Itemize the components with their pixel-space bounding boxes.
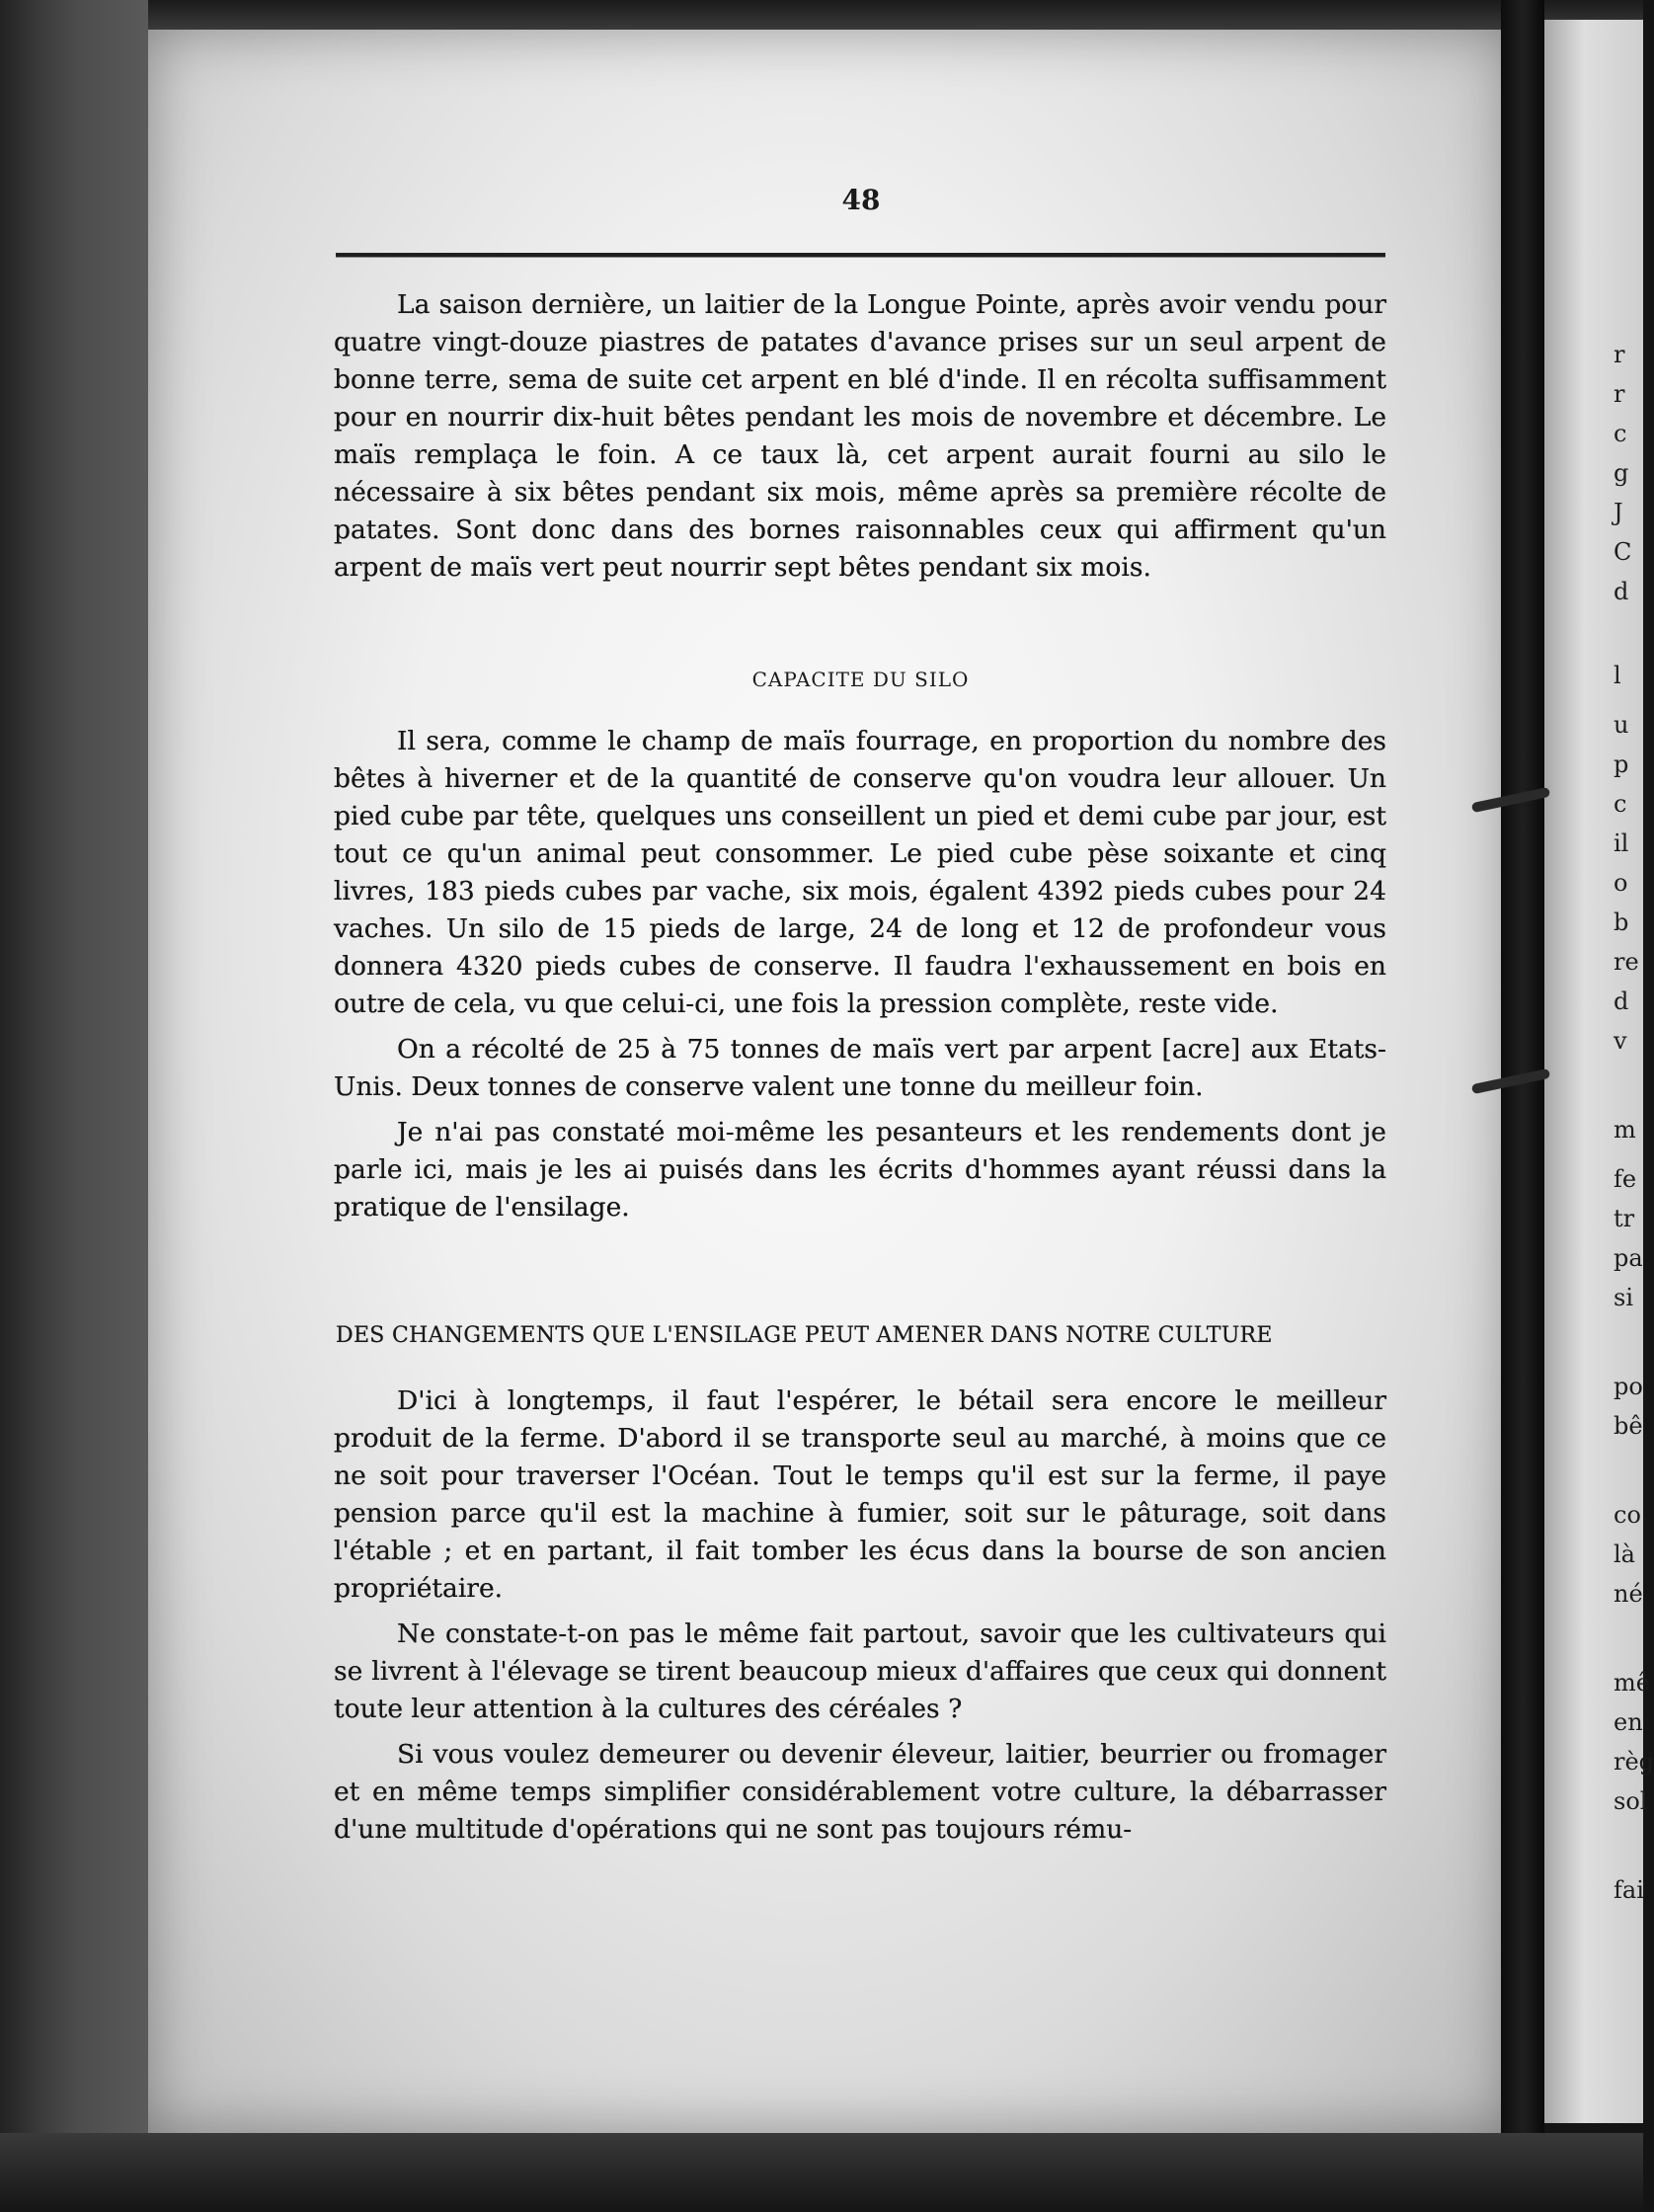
adjacent-page-fragment: C xyxy=(1614,538,1632,566)
paragraph: Si vous voulez demeurer ou devenir éleveur, laitier, beurrier ou fromager et en même temps simplifier considérablement votre culture, la débarrasser d'une multitude d'opérations qui ne sont pas toujours rému- xyxy=(334,1739,1386,1845)
text-block-3 xyxy=(334,1382,1386,1849)
page-number: 48 xyxy=(841,184,881,216)
scan-top-edge xyxy=(0,0,1643,30)
adjacent-page-fragment: g xyxy=(1614,459,1629,487)
text-block-2 xyxy=(334,723,1386,1226)
adjacent-page-fragment: fai xyxy=(1614,1876,1644,1904)
header-rule xyxy=(336,253,1385,258)
paragraph: D'ici à longtemps, il faut l'espérer, le bétail sera encore le meilleur produit de la ferme. D'abord il se transporte seul au marché, à moins que ce ne soit pour traverser l'Océan. Tout le temps qu'il est sur la ferme, il paye pension parce qu'il est la machine à fumier, soit sur le pâturage, soit dans l'étable ; et en partant, il fait tomber les écus dans la bourse de son ancien propriétaire. xyxy=(334,1385,1386,1604)
adjacent-page-fragment: J xyxy=(1614,499,1623,526)
adjacent-page-fragment: m xyxy=(1614,1116,1636,1144)
section-heading-changements: DES CHANGEMENTS QUE L'ENSILAGE PEUT AMENER DANS NOTRE CULTURE xyxy=(336,1323,1273,1348)
adjacent-page-fragment: mê xyxy=(1614,1669,1650,1697)
adjacent-page-fragment: là xyxy=(1614,1540,1635,1568)
text-block-1 xyxy=(334,286,1386,587)
scan-left-edge xyxy=(0,0,148,2212)
adjacent-page-fragment: bê xyxy=(1614,1412,1643,1440)
adjacent-page-fragment: sol xyxy=(1614,1787,1648,1815)
adjacent-page-fragment: co xyxy=(1614,1501,1641,1529)
adjacent-page-fragment: d xyxy=(1614,578,1629,605)
adjacent-page-fragment: en xyxy=(1614,1708,1643,1736)
adjacent-page-fragment: v xyxy=(1614,1027,1627,1055)
adjacent-page-fragment: il xyxy=(1614,830,1629,857)
section-heading-capacite: CAPACITE DU SILO xyxy=(751,668,970,691)
adjacent-page-fragment: b xyxy=(1614,908,1629,936)
adjacent-page-fragment: règ xyxy=(1614,1748,1654,1776)
adjacent-page-fragment: po xyxy=(1614,1373,1643,1400)
adjacent-page-fragment: r xyxy=(1614,341,1625,368)
book-binding xyxy=(1501,0,1544,2212)
adjacent-page-fragment: c xyxy=(1614,420,1627,447)
adjacent-page-fragment: fe xyxy=(1614,1165,1637,1193)
adjacent-page-fragment: o xyxy=(1614,869,1628,897)
adjacent-page-fragment: c xyxy=(1614,790,1627,818)
adjacent-page-fragment: l xyxy=(1614,662,1621,689)
paragraph: Ne constate-t-on pas le même fait partout, savoir que les cultivateurs qui se livrent à l'élevage se tirent beaucoup mieux d'affaires que ceux qui donnent toute leur attention à la cultures des céréales ? xyxy=(334,1619,1386,1724)
paragraph: La saison dernière, un laitier de la Longue Pointe, après avoir vendu pour quatre vingt-douze piastres de patates d'avance prises sur un seul arpent de bonne terre, sema de suite cet arpent en blé d'inde. Il en récolta suffisamment pour en nourrir dix-huit bêtes pendant les mois de novembre et décembre. Le maïs remplaça le foin. A ce taux là, cet arpent aurait fourni au silo le nécessaire à six bêtes pendant six mois, même après sa première récolte de patates. Sont donc dans des bornes raisonnables ceux qui affirment qu'un arpent de maïs vert peut nourrir sept bêtes pendant six mois. xyxy=(334,289,1386,583)
paragraph: On a récolté de 25 à 75 tonnes de maïs vert par arpent [acre] aux Etats-Unis. Deux tonnes de conserve valent une tonne du meilleur foin. xyxy=(334,1034,1386,1102)
adjacent-page-fragment: né xyxy=(1614,1580,1643,1608)
adjacent-page-fragment: p xyxy=(1614,750,1629,778)
adjacent-page-fragment: tr xyxy=(1614,1205,1635,1232)
adjacent-page-fragment: r xyxy=(1614,380,1625,408)
adjacent-page-fragment: d xyxy=(1614,988,1629,1015)
adjacent-page-fragment: re xyxy=(1614,948,1639,976)
adjacent-page-fragment: u xyxy=(1614,711,1629,739)
paragraph: Il sera, comme le champ de maïs fourrage, en proportion du nombre des bêtes à hiverner et de la quantité de conserve qu'on voudra leur allouer. Un pied cube par tête, quelques uns conseillent un pied et demi cube par jour, est tout ce qu'un animal peut consommer. Le pied cube pèse soixante et cinq livres, 183 pieds cubes par vache, six mois, égalent 4392 pieds cubes pour 24 vaches. Un silo de 15 pieds de large, 24 de long et 12 de profondeur vous donnera 4320 pieds cubes de conserve. Il faudra l'exhaussement en bois en outre de cela, vu que celui-ci, une fois la pression complète, reste vide. xyxy=(334,726,1386,1019)
scan-bottom-edge xyxy=(0,2133,1643,2212)
adjacent-page-fragment: pa xyxy=(1614,1244,1643,1272)
adjacent-page-fragment: si xyxy=(1614,1284,1633,1311)
paragraph: Je n'ai pas constaté moi-même les pesanteurs et les rendements dont je parle ici, mais je les ai puisés dans les écrits d'hommes ayant réussi dans la pratique de l'ensilage. xyxy=(334,1117,1386,1223)
